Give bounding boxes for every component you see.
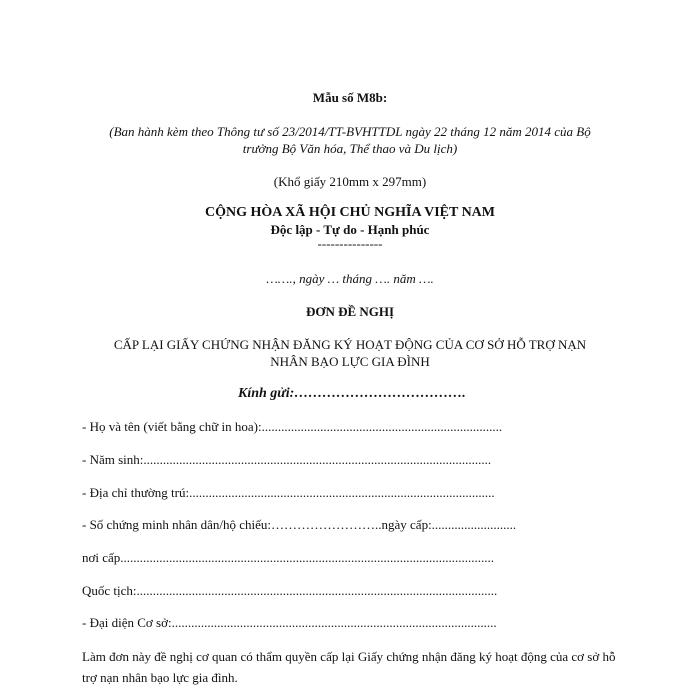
full-name-field: - Họ và tên (viết bằng chữ in hoa):.......................................................................... xyxy=(82,419,503,434)
representative-field: - Đại diện Cơ sở:.................................................................................................... xyxy=(82,615,497,630)
paper-size-note: (Khổ giấy 210mm x 297mm) xyxy=(273,174,427,189)
request-paragraph: Làm đơn này đề nghị cơ quan có thẩm quyền cấp lại Giấy chứng nhận đăng ký hoạt động của cơ sở hỗ trợ nạn nhân bạo lực gia đình. xyxy=(82,649,616,685)
issued-at-field: nơi cấp................................................................................................................... xyxy=(82,550,495,565)
motto-divider: --------------- xyxy=(317,236,383,251)
residence-field: - Địa chỉ thường trú:.............................................................................................. xyxy=(82,485,495,500)
issuance-note-line1: (Ban hành kèm theo Thông tư số 23/2014/TT-BVHTTDL ngày 22 tháng 12 năm 2014 của Bộ xyxy=(109,124,591,139)
nationality-field: Quốc tịch:............................................................................................................... xyxy=(82,583,498,598)
document-subject-line1: CẤP LẠI GIẤY CHỨNG NHẬN ĐĂNG KÝ HOẠT ĐỘNG CỦA CƠ SỞ HỖ TRỢ NẠN xyxy=(113,337,587,352)
document-type: ĐƠN ĐỀ NGHỊ xyxy=(305,304,395,319)
recipient-line: Kính gửi:………………………………. xyxy=(238,386,466,401)
document-subject-line2: NHÂN BẠO LỰC GIA ĐÌNH xyxy=(270,354,430,369)
place-and-date: ……., ngày … tháng …. năm …. xyxy=(266,271,434,286)
form-code: Mẫu số M8b: xyxy=(312,90,388,105)
national-title: CỘNG HÒA XÃ HỘI CHỦ NGHĨA VIỆT NAM xyxy=(204,205,495,220)
national-motto: Độc lập - Tự do - Hạnh phúc xyxy=(270,222,430,237)
id-number-field: - Số chứng minh nhân dân/hộ chiếu:……………………..ngày cấp:.......................... xyxy=(82,517,517,532)
birth-year-field: - Năm sinh:........................................................................................................... xyxy=(82,452,492,467)
issuance-note-line2: trưởng Bộ Văn hóa, Thể thao và Du lịch) xyxy=(242,141,458,156)
